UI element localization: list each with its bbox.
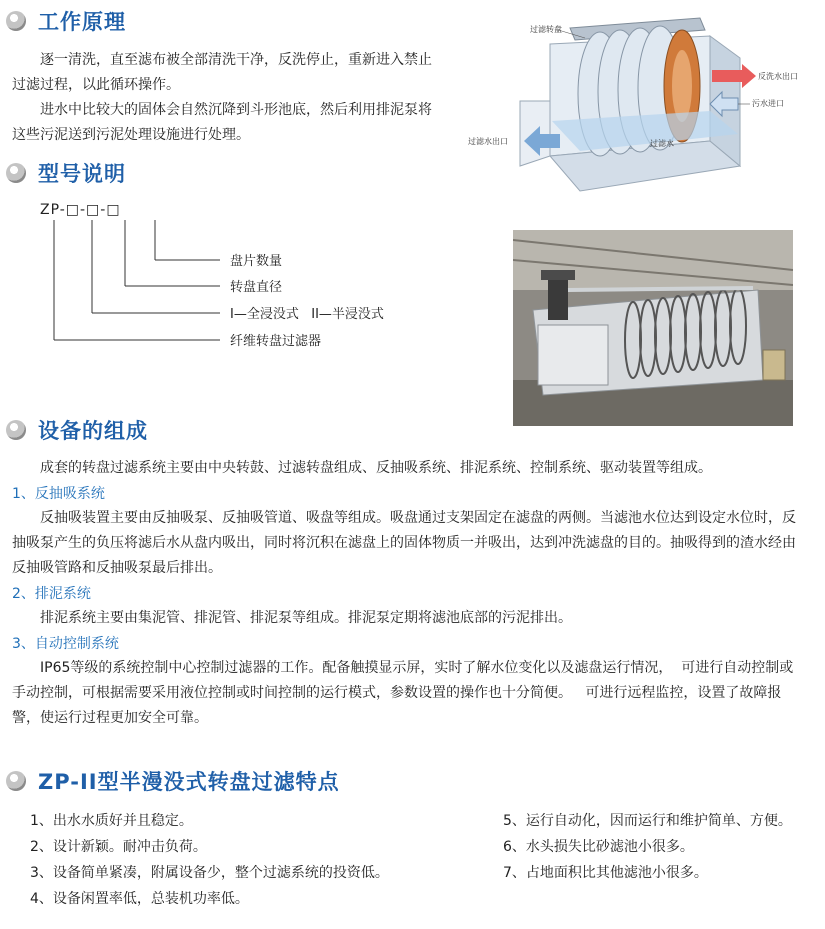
model-label-diameter: 转盘直径: [230, 280, 283, 295]
composition-item-1-heading: 1、反抽吸系统: [12, 486, 105, 502]
label-filtered-outlet: 过滤水出口: [468, 137, 508, 146]
composition-item-1-text: 反抽吸装置主要由反抽吸泵、反抽吸管道、吸盘等组成。吸盘通过支架固定在滤盘的两侧。当滤池水位达到设定水位时，反抽吸泵产生的负压将滤后水从盘内吸出，同时将沉积在滤盘上的固体物质一并吸出，达到冲洗滤盘的目的。抽吸得到的渣水经由反抽吸管路和反抽吸泵最后排出。: [12, 510, 796, 576]
label-filter-disc: 过滤转盘: [530, 25, 562, 34]
principle-para-1: 逐一清洗，直至滤布被全部清洗干净，反洗停止，重新进入禁止过滤过程，以此循环操作。: [12, 52, 432, 93]
principle-diagram: [460, 6, 820, 206]
model-label-series: 纤维转盘过滤器: [230, 334, 322, 349]
principle-heading: [6, 4, 126, 38]
composition-item-3-heading: 3、自动控制系统: [12, 636, 119, 652]
principle-para-2: 进水中比较大的固体会自然沉降到斗形池底，然后利用排泥泵将这些污泥送到污泥处理设施进行处理。: [12, 102, 432, 143]
model-title: 型号说明: [38, 162, 126, 186]
model-code-diagram: [40, 200, 440, 360]
principle-title: 工作原理: [38, 10, 126, 34]
features-heading: [6, 764, 340, 798]
label-filtered-water: 过滤水: [650, 139, 674, 148]
label-backwash-outlet: 反洗水出口: [758, 72, 798, 81]
feature-item: 6、水头损失比砂滤池小很多。: [503, 839, 694, 855]
section-bullet-icon: [6, 771, 26, 791]
model-label-disc-count: 盘片数量: [230, 254, 283, 269]
feature-item: 2、设计新颖。耐冲击负荷。: [30, 839, 207, 855]
features-left-list: [30, 808, 480, 912]
section-bullet-icon: [6, 163, 26, 183]
equipment-photo: [513, 230, 793, 426]
feature-item: 1、出水水质好并且稳定。: [30, 813, 193, 829]
model-code: ZP-□-□-□: [40, 202, 121, 218]
model-heading: [6, 156, 126, 190]
feature-item: 5、运行自动化，因而运行和维护简单、方便。: [503, 813, 792, 829]
composition-title: 设备的组成: [38, 419, 148, 443]
features-title: ZP-II型半漫没式转盘过滤特点: [38, 770, 340, 794]
feature-item: 3、设备简单紧凑，附属设备少，整个过滤系统的投资低。: [30, 865, 389, 881]
composition-intro: 成套的转盘过滤系统主要由中央转鼓、过滤转盘组成、反抽吸系统、排泥系统、控制系统、驱动装置等组成。: [40, 460, 712, 476]
composition-item-3-text: IP65等级的系统控制中心控制过滤器的工作。配备触摸显示屏，实时了解水位变化以及滤盘运行情况， 可进行自动控制或手动控制，可根据需要采用液位控制或时间控制的运行模式，参数设置的操作也十分简便。 可进行远程监控，设置了故障报警，使运行过程更加安全可靠。: [12, 660, 794, 726]
composition-item-2-heading: 2、排泥系统: [12, 586, 91, 602]
feature-item: 4、设备闲置率低，总装机功率低。: [30, 891, 249, 907]
composition-item-2-text: 排泥系统主要由集泥管、排泥管、排泥泵等组成。排泥泵定期将滤池底部的污泥排出。: [40, 610, 572, 626]
section-bullet-icon: [6, 11, 26, 31]
feature-item: 7、占地面积比其他滤池小很多。: [503, 865, 708, 881]
label-sewage-inlet: 污水进口: [752, 99, 784, 108]
composition-heading: [6, 413, 148, 447]
features-right-list: [503, 808, 823, 886]
model-label-type: I—全浸没式 II—半浸没式: [230, 307, 384, 322]
section-bullet-icon: [6, 420, 26, 440]
